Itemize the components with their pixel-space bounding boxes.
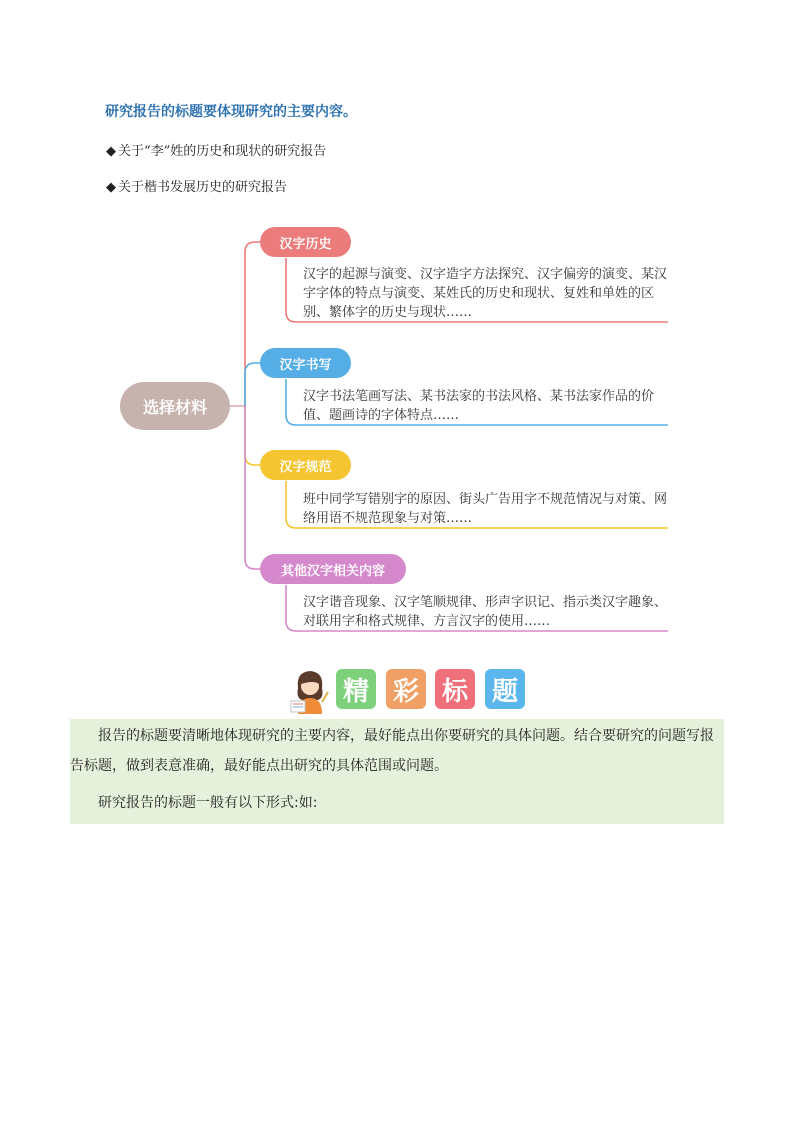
branch-other-label: 其他汉字相关内容 [260,554,406,584]
banner-char: 彩 [386,669,426,709]
diamond-bullet-icon: ◆ [106,180,116,195]
branch-writing-text: 汉字书法笔画写法、某书法家的书法风格、某书法家作品的价值、题画诗的字体特点…… [303,389,655,423]
branch-other-text: 汉字谐音现象、汉字笔顺规律、形声字识记、指示类汉字趣象、对联用字和格式规律、方言汉字的使用…… [303,595,668,629]
banner-char: 标 [435,669,475,709]
branch-standard-text: 班中同学写错别字的原因、街头广告用字不规范情况与对策、网络用语不规范现象与对策…… [303,492,668,526]
branch-writing-label: 汉字书写 [260,348,351,378]
branch-standard-label: 汉字规范 [260,450,351,480]
mindmap-root: 选择材料 [120,382,230,430]
branch-history-text: 汉字的起源与演变、汉字造字方法探究、汉字偏旁的演变、某汉字字体的特点与演变、某姓氏的历史和现状、复姓和单姓的区别、繁体字的历史与现状…… [303,267,668,320]
paragraph: 报告的标题要清晰地体现研究的主要内容，最好能点出你要研究的具体问题。结合要研究的问题写报告标题，做到表意准确，最好能点出研究的具体范围或问题。 [70,728,714,774]
section-heading: 研究报告的标题要体现研究的主要内容。 [105,104,357,120]
bullet-text: 关于“李”姓的历史和现状的研究报告 [118,144,327,159]
banner-char: 精 [336,669,376,709]
diamond-bullet-icon: ◆ [106,144,116,159]
bullet-text: 关于楷书发展历史的研究报告 [118,180,288,195]
branch-history-label: 汉字历史 [260,227,351,257]
paragraph: 研究报告的标题一般有以下形式:如: [98,795,318,811]
girl-with-book-icon [288,668,332,716]
banner-char: 题 [485,669,525,709]
